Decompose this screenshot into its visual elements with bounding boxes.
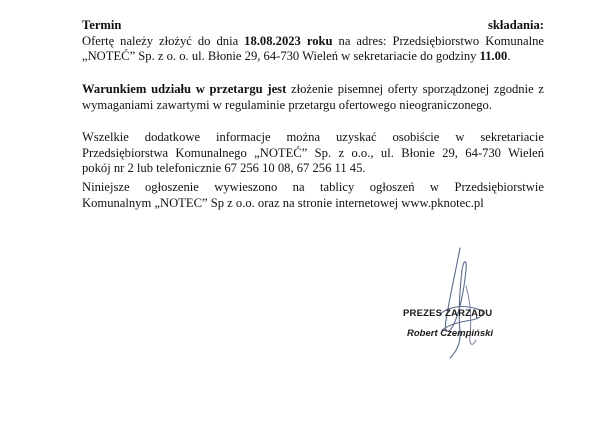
participation-conditions-section: [82, 82, 544, 113]
stamp-title: PREZES ZARZĄDU: [403, 308, 493, 319]
announcement-posting-line-1: Niniejsze ogłoszenie wywieszono na tablicy ogłoszeń w Przedsiębiorstwie: [82, 180, 544, 194]
deadline-time: 11.00: [479, 49, 508, 63]
submission-deadline-line-2: „NOTEĆ” Sp. z o. o. ul. Błonie 29, 64-730 Wieleń w sekretariacie do godziny 11.00.: [82, 49, 511, 63]
participation-conditions-line-2: wymaganiami zawartymi w regulaminie przetargu ofertowego nieograniczonego.: [82, 97, 492, 112]
president-stamp: [395, 296, 515, 356]
submission-deadline-heading: Termin składania:: [82, 18, 544, 32]
stamp-name: Robert Czempiński: [407, 328, 494, 339]
submission-deadline-section: [82, 18, 544, 65]
deadline-date: 18.08.2023 roku: [244, 33, 333, 48]
additional-info-line-1: Wszelkie dodatkowe informacje można uzyskać osobiście w sekretariacie: [82, 130, 544, 144]
additional-info-line-3: pokój nr 2 lub telefonicznie 67 256 10 08, 67 256 11 45.: [82, 161, 366, 175]
additional-info-section: [82, 130, 544, 177]
announcement-posting-line-2: Komunalnym „NOTEC” Sp z o.o. oraz na stronie internetowej www.pknotec.pl: [82, 195, 484, 210]
participation-conditions-line-1: Warunkiem udziału w przetargu jest złożenie pisemnej oferty sporządzonej zgodnie z: [82, 82, 544, 96]
submission-deadline-line-1: Ofertę należy złożyć do dnia 18.08.2023 roku na adres: Przedsiębiorstwo Komunalne: [82, 33, 544, 48]
participation-conditions-lead: Warunkiem udziału w przetargu jest: [82, 82, 287, 96]
additional-info-line-2: Przedsiębiorstwa Komunalnego „NOTEĆ” Sp. z o.o., ul. Błonie 29, 64-730 Wieleń: [82, 145, 544, 160]
announcement-posting-section: [82, 180, 544, 211]
